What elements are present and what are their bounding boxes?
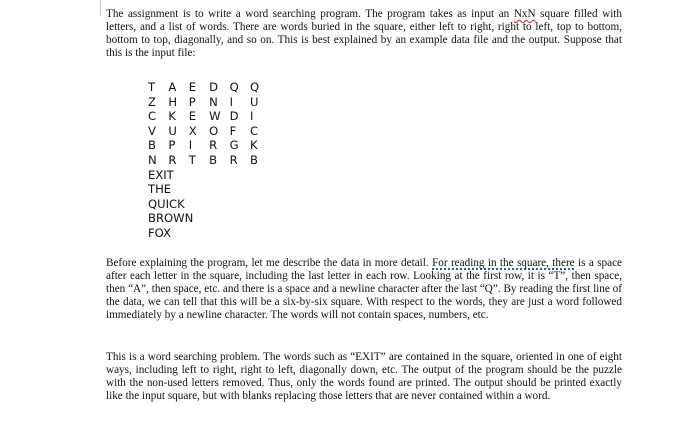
grid-row: N R T B R B bbox=[148, 152, 258, 167]
grid-row: Z H P N I U bbox=[148, 94, 259, 109]
spelling-flagged-word: NxN bbox=[513, 8, 536, 20]
word-list-item: QUICK bbox=[148, 196, 185, 211]
page-margin-rule bbox=[100, 0, 101, 16]
intro-text-start: The assignment is to write a word searching program. The program takes as input an bbox=[106, 8, 514, 20]
input-file-example bbox=[148, 80, 270, 241]
word-list-item: FOX bbox=[148, 225, 171, 240]
intro-text-end: square filled with letters, and a list of words. There are words buried in the square, either left to right, right to left, top to bottom, bottom to top, diagonally, and so on. This is best explained by an example data file and the output. Suppose that this is the input file: bbox=[106, 8, 623, 59]
word-list-item: EXIT bbox=[148, 167, 174, 182]
grid-row: V U X O F C bbox=[148, 123, 259, 138]
grammar-flagged-phrase: For reading in the square, there bbox=[432, 257, 575, 269]
word-list-item: BROWN bbox=[148, 211, 194, 226]
document-page bbox=[106, 8, 623, 402]
grid-row: B P I R G K bbox=[148, 138, 258, 153]
intro-paragraph bbox=[106, 8, 622, 60]
grid-row: C K E W D I bbox=[148, 109, 254, 124]
detail-text-start: Before explaining the program, let me describe the data in more detail. bbox=[106, 257, 433, 269]
grid-row: T A E D Q Q bbox=[148, 80, 260, 94]
problem-paragraph: This is a word searching problem. The words such as “EXIT” are contained in the square, oriented in one of eight ways, including left to right, right to left, diagonally down, etc. The output of the program should be the puzzle with the non-used letters removed. Thus, only the words found are printed. The output should be printed exactly like the input square, but with blanks replacing those letters that are never contained within a word. bbox=[106, 351, 622, 402]
detail-text-end: is a space after each letter in the square, including the last letter in each row. Looking at the first row, it is “T”, then space, then “A”, then space, etc. and there is a space and a newline character after the last “Q”. By reading the first line of the data, we can tell that this will be a six-by-six square. With respect to the words, they are just a word followed immediately by a newline character. The words will not contain spaces, numbers, etc. bbox=[106, 257, 622, 321]
word-list-item: THE bbox=[148, 182, 172, 197]
data-detail-paragraph bbox=[106, 257, 622, 322]
